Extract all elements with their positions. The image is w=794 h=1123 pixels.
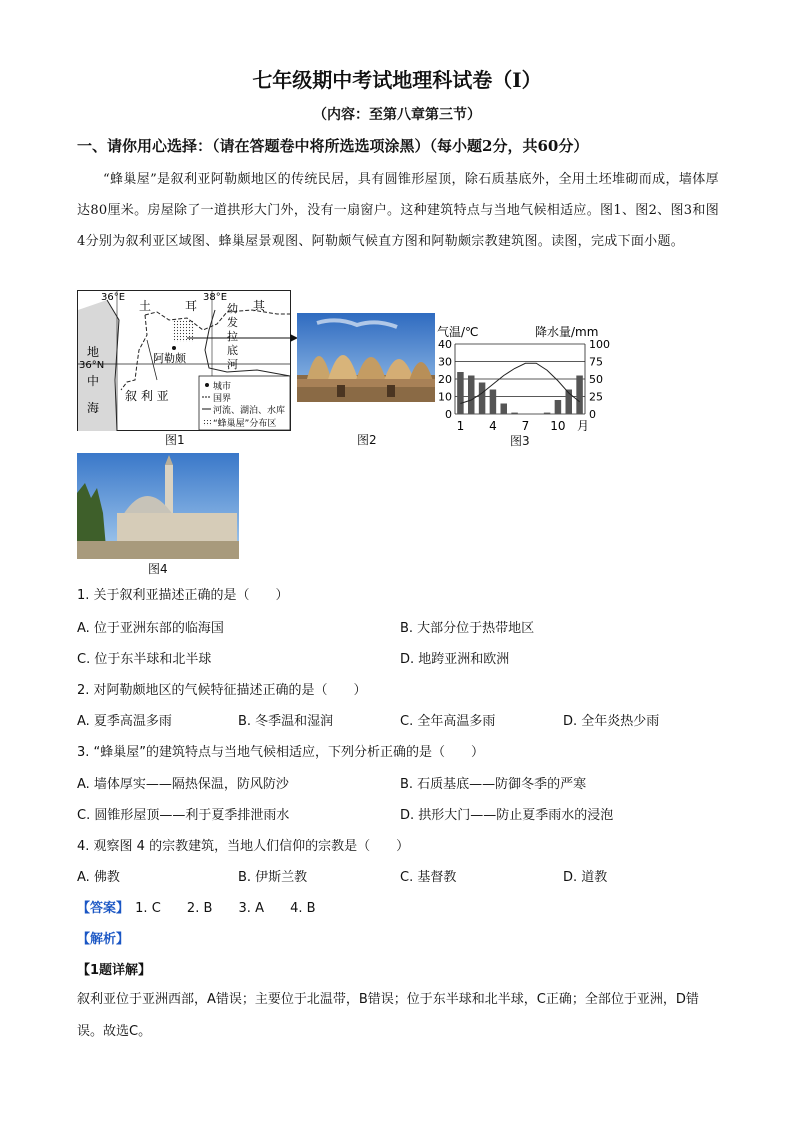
question-1-stem: 1. 关于叙利亚描述正确的是（ ） [77,588,289,603]
left-tick-label: 20 [438,373,452,386]
analysis-label: 【解析】 [77,932,130,947]
euphrates-char-4: 底 [227,344,238,357]
q1-detail-label: 【1题详解】 [77,963,152,978]
question-4-stem: 4. 观察图 4 的宗教建筑，当地人们信仰的宗教是（ ） [77,839,410,854]
figure-4-photo [77,453,239,559]
question-2-option-d[interactable]: D. 全年炎热少雨 [563,714,660,729]
left-tick-label: 10 [438,390,452,404]
aleppo-city-dot [172,346,176,350]
question-2-option-c[interactable]: C. 全年高温多雨 [400,714,496,729]
euphrates-char-1: 幼 [227,302,238,315]
figure-3-caption: 图3 [510,434,530,448]
answer-item-3: 3. A [238,901,264,916]
legend-river: 河流、湖泊、水库 [213,406,286,416]
map-legend [199,376,290,430]
chart-ylabel-left: 气温/℃ [437,325,479,339]
euphrates-char-3: 拉 [227,330,238,343]
question-4-option-d[interactable]: D. 道教 [563,870,608,885]
x-tick-label: 1 [456,419,465,433]
figure-3-climate-chart [437,322,613,448]
euphrates-char-5: 河 [227,358,238,371]
sea-char-3: 海 [87,401,100,415]
answer-line [77,897,316,916]
right-tick-label: 0 [589,408,596,421]
question-3-option-a[interactable]: A. 墙体厚实——隔热保温，防风防沙 [77,777,289,792]
intro-text: “蜂巢屋”是叙利亚阿勒颇地区的传统民居，具有圆锥形屋顶，除石质基底外，全用土坯堆砌而成，墙体厚达80厘米。房屋除了一道拱形大门外，没有一扇窗户。这种建筑特点与当地气候相适应。图1、图2、图3和图4分别为叙利亚区域图、蜂巢屋景观图、阿勒颇气候直方图和阿勒颇宗教建筑图。读图，完成下面小题。 [77,172,719,249]
exam-subtitle: （内容：至第八章第三节） [313,107,481,123]
x-tick-label: 7 [521,419,530,433]
question-4-option-a[interactable]: A. 佛教 [77,870,120,885]
right-tick-label: 100 [589,338,610,351]
left-tick-label: 40 [438,338,452,351]
precip-bar [511,413,517,414]
turkey-label-2: 耳 [185,299,198,313]
figure-1-map [77,290,291,431]
right-tick-label: 75 [589,355,603,369]
section-heading: 一、请你用心选择：（请在答题卷中将所选选项涂黑）（每小题2分，共60分） [77,137,589,155]
precip-bar [479,383,486,415]
right-tick-label: 50 [589,373,603,386]
chart-ylabel-right: 降水量/mm [535,325,599,339]
precip-bar [576,376,583,415]
chart-bars [457,372,583,414]
answer-item-2: 2. B [186,901,213,916]
answer-item-1: 1. C [135,901,161,916]
precip-bar [544,413,551,414]
lat-label-36n: 36°N [79,360,105,371]
chart-ticks [438,338,610,433]
answer-label: 【答案】 [77,901,130,916]
legend-city: 城市 [213,382,232,392]
aleppo-label: 阿勒颇 [153,352,186,365]
sea-char-1: 地 [87,345,100,359]
question-1-option-a[interactable]: A. 位于亚洲东部的临海国 [77,621,224,636]
question-1-option-d[interactable]: D. 地跨亚洲和欧洲 [400,652,510,667]
figure-4-caption: 图4 [148,562,168,576]
turkey-label-1: 土 [139,299,152,313]
legend-beehive: “蜂巢屋”分布区 [213,419,277,429]
chart-line [460,363,579,403]
question-3-option-c[interactable]: C. 圆锥形屋顶——利于夏季排泄雨水 [77,808,290,823]
question-4-option-c[interactable]: C. 基督教 [400,870,457,885]
x-tick-label: 月 [576,419,590,433]
question-1-option-c[interactable]: C. 位于东半球和北半球 [77,652,212,667]
q1-detail-text: 叙利亚位于亚洲西部，A错误；主要位于北温带，B错误；位于东半球和北半球，C正确；全部位于亚洲，D错误。故选C。 [77,992,699,1039]
figure-1-caption: 图1 [165,433,185,447]
question-3-stem: 3. “蜂巢屋”的建筑特点与当地气候相适应，下列分析正确的是（ ） [77,745,485,760]
precip-bar [457,372,464,414]
beehive-area [172,320,194,342]
right-tick-label: 25 [589,390,603,404]
precip-bar [555,400,562,414]
exam-title: 七年级期中考试地理科试卷（I） [252,68,542,92]
figure-2-photo [297,313,435,402]
question-1-option-b[interactable]: B. 大部分位于热带地区 [400,621,535,636]
lon-label-36e: 36°E [101,292,126,303]
question-2-option-b[interactable]: B. 冬季温和湿润 [238,714,334,729]
turkey-label-3: 其 [253,299,266,313]
question-4-option-b[interactable]: B. 伊斯兰教 [238,870,308,885]
sea-char-2: 中 [87,374,100,388]
euphrates-char-2: 发 [227,316,238,329]
question-3-option-d[interactable]: D. 拱形大门——防止夏季雨水的浸泡 [400,808,614,823]
x-tick-label: 4 [489,419,497,433]
answer-item-4: 4. B [290,901,316,916]
question-2-option-a[interactable]: A. 夏季高温多雨 [77,714,172,729]
legend-border: 国界 [213,394,232,404]
x-tick-label: 10 [550,419,566,433]
temperature-line [460,363,579,403]
figure-2-caption: 图2 [357,433,377,447]
question-3-option-b[interactable]: B. 石质基底——防御冬季的严寒 [400,777,587,792]
intro-paragraph [77,164,719,257]
precip-bar [468,376,475,415]
precip-bar [490,390,497,415]
syria-label: 叙 利 亚 [125,389,169,403]
left-tick-label: 0 [445,408,452,421]
question-2-stem: 2. 对阿勒颇地区的气候特征描述正确的是（ ） [77,683,367,698]
lon-label-38e: 38°E [203,292,228,303]
left-tick-label: 30 [438,355,452,369]
precip-bar [501,404,508,415]
